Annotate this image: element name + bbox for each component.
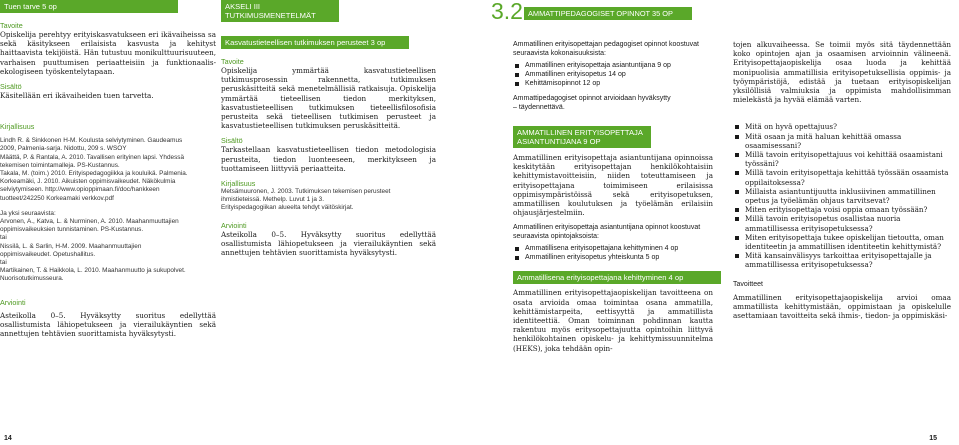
reference-separator: tai [0,234,7,242]
course-list [483,244,721,262]
list-item: Ammatillisena erityisopettajana kehittyminen 4 op [513,244,721,253]
list-item: Ammatillinen erityisopettaja asiantuntijana 9 op [513,61,721,70]
chapter-heading [483,0,721,22]
section-header-bar: Tuen tarve 5 op [0,0,178,13]
course-title-bar: Kasvatustieteellisen tutkimuksen perusteet 3 op [221,36,409,49]
list-item: Millä tavoin erityisopettaja kehittää työssään osaamista oppilaitoksessa? [733,168,951,186]
reference-note: Ja yksi seuraavista: [0,209,56,217]
list-item: Millaista asiantuntijuutta inklusiivinen ammatillinen opetus ja työelämän ohjaus tarvitsevat? [733,187,951,205]
page-number-left: 14 [4,435,12,442]
list-item: Millä tavoin erityisopetus osallistaa nuoria ammatillisessa erityisopetuksessa? [733,214,951,232]
section-paragraph: Ammatillinen erityisopettaja asiantuntijana opinnoissa keskitytään erityisopettajan henkilökohtaisiin kehittymistavoitteisiin, niiden toteuttamiseen ja erityisopettajana toimimiseen erilaisissa oppimisympäristöissä sekä erityisopetuksen, ammatillisen koulutuksen ja työelämän erilaisiin ohjausjärjestelmiin. [513,153,713,218]
list-item: Millä tavoin erityisopettajuus voi kehittää osaamistani työssäni? [733,150,951,168]
section-paragraph: Ammatillinen erityisopettajaopiskelijan tavoitteena on osata arvioida omaa toimintaa osana ammatilla, kehittämistarpeita, eettisyyttä ja ammatillista identiteettiä. Oman toiminnan pohdinnan kautta rakentuu myös eritysopettajuutta opintoihin liittyvä henkilökohtainen opiskelu- ja kehittymissuunnitelma (HEKS), joka tehdään opin- [513,288,713,353]
label-tavoite: Tavoite [0,21,23,30]
column-3 [483,0,721,353]
list-item: Mitä kansainvälisyys tarkoittaa erityisopettajalle ja ammatillisessa erityisopetuksessa? [733,251,951,269]
label-tavoitteet: Tavoitteet [733,280,763,288]
label-sisalto: Sisältö [0,82,22,92]
intro-text: Ammatillinen erityisopettaja asiantuntijana opinnot koostuvat seuraavista opintojaksoista: [513,224,701,241]
assessment-note: Ammattipedagogiset opinnot arvioidaan hyväksytty – täydennettävä. [513,95,671,111]
sisalto-text: Käsitellään eri ikävaiheiden tuen tarvetta. [0,91,154,101]
reference: Määttä, P. & Rantala, A. 2010. Tavallisen erityinen lapsi. Yhdessä tekemisen toimintamalleja. PS-Kustannus. [0,153,185,169]
chapter-title-bar: AMMATTIPEDAGOGISET OPINNOT 35 OP [524,7,692,20]
section-header-bar: AMMATILLINEN ERITYISOPETTAJA ASIANTUNTIJANA 9 OP [513,126,651,148]
reference: Nissilä, L. & Sarlin, H-M. 2009. Maahanmuuttajien oppimisvaikeudet. Opetushallitus. [0,242,142,258]
tavoite-text: Opiskelija perehtyy erityiskasvatukseen eri ikävaiheissa sa sekä käsitykseen erilaisista kasvusta ja kehityst haittaavista tekijöistä. Hän tutustuu monikulttuurisuuteen, varhaisen puuttumisen periaatteisiin ja funktionaalis-ekologiseen työskentelytapaan. [0,30,216,76]
label-arviointi: Arviointi [0,297,26,307]
label-sisalto: Sisältö [221,136,243,146]
label-kirjallisuus: Kirjallisuus [221,179,256,189]
reference-separator: tai [0,259,7,267]
list-item: Ammatillinen erityisopetus 14 op [513,70,721,79]
reference: Martikainen, T. & Haikkola, L. 2010. Maahanmuutto ja sukupolvet. Nuorisotutkimusseura. [0,267,186,283]
arviointi-text: Asteikolla 0–5. Hyväksytty suoritus edellyttää osallistumista lähiopetukseen ja vierailukäyntien sekä annettujen tehtävien suorittamista hyväksytysti. [0,310,216,339]
list-item: Mitä osaan ja mitä haluan kehittää omassa osaamisessani? [733,132,951,150]
arviointi-text: Asteikolla 0–5. Hyväksytty suoritus edellyttää osallistumista lähiopetukseen ja vierailukäyntien sekä annettujen tehtävien suorittamista hyväksytysti. [221,229,436,258]
section-paragraph: Ammatillinen erityisopettajaopiskelija arvioi omaa ammatillista kehittymistään, oppimistaan ja opiskelulle asettamiaan tavoitteita sekä ihmis-, tiedon- ja oppimiskäsi- [733,292,951,321]
reference: Arvonen, A., Katva, L. & Nurminen, A. 2010. Maahanmuuttajien oppimisvaikeuksien tunnistaminen. PS-Kustannus. [0,218,179,234]
list-item: Miten erityisopettaja voisi oppia omaan työssään? [733,205,951,214]
page-number-right: 15 [929,435,937,442]
list-item: Ammatillinen erityisopetus yhteiskunta 5 op [513,253,721,262]
list-item: Kehittämisopinnot 12 op [513,79,721,88]
intro-text: Ammatillinen erityisopettajan pedagogiset opinnot koostuvat seuraavista kokonaisuuksista: [513,41,700,57]
section-paragraph: tojen alkuvaiheessa. Se toimii myös sitä täydennettään koko opintojen ajan ja osaamisen arvioinnin välineenä. Erityisopettajaopiskelija osaa luoda ja kehittää monipuolisia ammatillisia erityisopetuksellisia oppimis- ja työympäristöjä, edistää ja tuetaan erityisopiskelijan yksilöllisiä valmiuksia ja oppimista mahdollisimman mielekästä ja hyvää elämää varten. [733,40,951,105]
list-item: Mitä on hyvä opettajuus? [733,122,951,131]
chapter-number: 3.2 [491,0,523,24]
course-title-bar: Ammatillisena erityisopettajana kehittyminen 4 op [513,271,721,284]
reference: Takala, M. (toim.) 2010. Erityispedagogiikka ja kouluikä. Palmenia. [0,170,188,178]
tavoite-text: Opiskelija ymmärtää kasvatustieteellisen tutkimusprosessin rakennetta, tutkimuksen peruskäsitteitä sekä menetelmällisiä ratkaisuja. Opiskelija ymmärtää tieteellisen tiedon merkityksen, kasvatustieteellisen tutkimuksen tieteellisfilosofisia perusteita sekä tieteellisen tutkimisen perusteet ja kasvatustieteellisen tutkimuksen peruskäsitteitä. [221,66,436,131]
reference: Lindh R. & Sinkkonen H-M. Koulusta selviytyminen. Gaudeamus 2009, Palmenia-sarja. Nidottu, 209 s. WSOY [0,137,183,153]
sisalto-text: Tarkastellaan kasvatustieteellisen tiedon metodologisia perusteita, tiedon luonteeseen, merkitykseen ja tuottamiseen liittyviä periaatteita. [221,145,436,173]
reference: Erityispedagogiikan alueelta tehdyt väitöskirjat. [221,204,354,212]
reference: Metsämuuronen, J. 2003. Tutkimuksen tekemisen perusteet ihmistieteissä. Methelp. Luvut 1 ja 3. [221,188,391,204]
label-tavoite: Tavoite [221,57,244,66]
reference: Korkeamäki, J. 2010. Aikuisten oppimisvaikeudet. Näkökulmia selviytymiseen. http://www.opioppimaan.fi/doc/hankkeen tuotteet/242250 Korkeamaki verkkov.pdf [0,178,176,202]
section-header-bar: AKSELI III TUTKIMUSMENETELMÄT [221,0,339,22]
column-4 [733,0,953,320]
module-list [483,61,721,88]
list-item: Miten erityisopettaja tukee opiskelijan tietoutta, oman identiteetin ja ammatillisen identiteetin kehittymistä? [733,233,951,251]
label-kirjallisuus: Kirjallisuus [0,122,35,132]
column-2 [221,0,446,257]
column-1 [0,0,224,338]
label-arviointi: Arviointi [221,220,247,230]
question-list [733,122,951,269]
